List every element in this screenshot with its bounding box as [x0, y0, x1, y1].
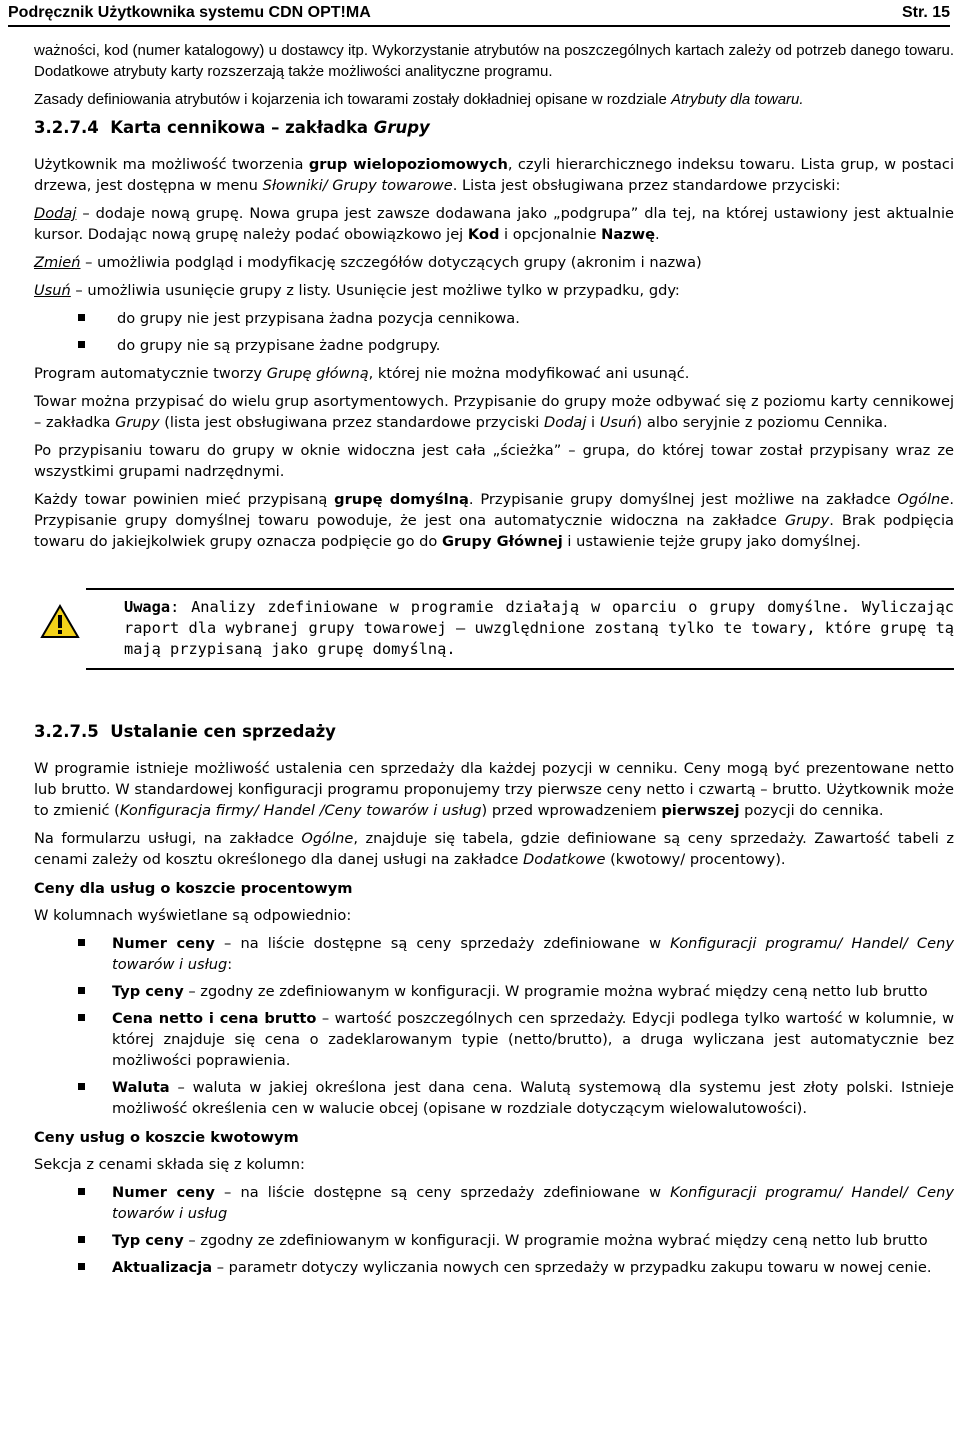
- warning-note: [86, 588, 954, 670]
- section-heading-grupy: 3.2.7.4 Karta cennikowa – zakładka Grupy: [34, 118, 430, 137]
- intro-paragraph: ważności, kod (numer katalogowy) u dostawcy itp. Wykorzystanie atrybutów na poszczególnych kartach zależy od potrzeb danego towaru. Dodatkowe atrybuty karty rozszerzają także możliwości analityczne programu.: [34, 42, 954, 80]
- list-item: Waluta – waluta w jakiej określona jest dana cena. Walutą systemową dla systemu jest złoty polski. Istnieje możliwość określenia cen w walucie obcej (opisane w rozdziale dotyczącym wielowalutowości).: [34, 1077, 954, 1119]
- paragraph: W kolumnach wyświetlane są odpowiednio:: [34, 907, 352, 924]
- page-content: [34, 40, 954, 1285]
- note-label: Uwaga: [124, 598, 171, 616]
- bullet-list: [34, 933, 954, 1119]
- list-item: do grupy nie są przypisane żadne podgrupy.: [34, 335, 954, 356]
- intro-paragraph: Zasady definiowania atrybutów i kojarzenia ich towarami zostały dokładniej opisane w rozdziale Atrybuty dla towaru.: [34, 91, 804, 108]
- warning-icon: [40, 604, 80, 640]
- list-item: Typ ceny – zgodny ze zdefiniowanym w konfiguracji. W programie można wybrać między ceną netto lub brutto: [34, 981, 954, 1002]
- bullet-list: [34, 308, 954, 356]
- paragraph: Towar można przypisać do wielu grup asortymentowych. Przypisanie do grupy może odbywać się z poziomu karty cennikowej – zakładka Grupy (lista jest obsługiwana przez standardowe przyciski Dodaj i Usuń) albo seryjnie z poziomu Cennika.: [34, 393, 954, 431]
- button-description-zmien: Zmień – umożliwia podgląd i modyfikację szczegółów dotyczących grupy (akronim i nazwa): [34, 254, 702, 271]
- page-header: [8, 0, 950, 27]
- note-text: : Analizy zdefiniowane w programie działają w oparciu o grupy domyślne. Wyliczając raport dla wybranej grupy towarowej – uwzględnione zostaną tylko te towary, które grupę tą mają przypisaną jako grupę domyślną.: [124, 598, 954, 658]
- paragraph: Każdy towar powinien mieć przypisaną grupę domyślną. Przypisanie grupy domyślnej jest możliwe na zakładce Ogólne. Przypisanie grupy domyślnej towaru powoduje, że jest ona automatycznie widoczna na zakładce Grupy. Brak podpięcia towaru do jakiejkolwiek grupy oznacza podpięcie go do Grupy Głównej i ustawienie tejże grupy jako domyślnej.: [34, 491, 954, 550]
- subheading: Ceny dla usług o koszcie procentowym: [34, 880, 353, 897]
- paragraph: Sekcja z cenami składa się z kolumn:: [34, 1156, 305, 1173]
- header-title: Podręcznik Użytkownika systemu CDN OPT!MA: [8, 4, 371, 21]
- list-item: Typ ceny – zgodny ze zdefiniowanym w konfiguracji. W programie można wybrać między ceną netto lub brutto: [34, 1230, 954, 1251]
- bullet-list: [34, 1182, 954, 1278]
- paragraph: Po przypisaniu towaru do grupy w oknie widoczna jest cała „ścieżka” – grupa, do której towar został przypisany wraz ze wszystkimi grupami nadrzędnymi.: [34, 442, 954, 480]
- list-item: Numer ceny – na liście dostępne są ceny sprzedaży zdefiniowane w Konfiguracji programu/ Handel/ Ceny towarów i usług:: [34, 933, 954, 975]
- paragraph: Program automatycznie tworzy Grupę główną, której nie można modyfikować ani usunąć.: [34, 365, 690, 382]
- page-number: Str. 15: [901, 4, 950, 21]
- paragraph: Użytkownik ma możliwość tworzenia grup wielopoziomowych, czyli hierarchicznego indeksu towaru. Lista grup, w postaci drzewa, jest dostępna w menu Słowniki/ Grupy towarowe. Lista jest obsługiwana przez standardowe przyciski:: [34, 156, 954, 194]
- paragraph: W programie istnieje możliwość ustalenia cen sprzedaży dla każdej pozycji w cenniku. Ceny mogą być prezentowane netto lub brutto. W standardowej konfiguracji programu proponujemy trzy pierwsze ceny netto i czwartą – brutto. Użytkownik może to zmienić (Konfiguracja firmy/ Handel /Ceny towarów i usług) przed wprowadzeniem pierwszej pozycji do cennika.: [34, 760, 954, 819]
- list-item: Numer ceny – na liście dostępne są ceny sprzedaży zdefiniowane w Konfiguracji programu/ Handel/ Ceny towarów i usług: [34, 1182, 954, 1224]
- list-item: do grupy nie jest przypisana żadna pozycja cennikowa.: [34, 308, 954, 329]
- subheading: Ceny usług o koszcie kwotowym: [34, 1129, 299, 1146]
- list-item: Cena netto i cena brutto – wartość poszczególnych cen sprzedaży. Edycji podlega tylko wartość w kolumnie, w której znajduje się cena o zadeklarowanym typie (netto/brutto), a druga wyliczana jest automatycznie bez możliwości poprawienia.: [34, 1008, 954, 1071]
- list-item: Aktualizacja – parametr dotyczy wyliczania nowych cen sprzedaży w przypadku zakupu towaru w nowej cenie.: [34, 1257, 954, 1278]
- button-description-usun: Usuń – umożliwia usunięcie grupy z listy. Usunięcie jest możliwe tylko w przypadku, gdy:: [34, 282, 680, 299]
- button-description-dodaj: Dodaj – dodaje nową grupę. Nowa grupa jest zawsze dodawana jako „podgrupa” dla tej, na której ustawiony jest aktualnie kursor. Dodając nową grupę należy podać obowiązkowo jej Kod i opcjonalnie Nazwę.: [34, 205, 954, 243]
- section-heading-ceny: 3.2.7.5 Ustalanie cen sprzedaży: [34, 722, 336, 741]
- paragraph: Na formularzu usługi, na zakładce Ogólne, znajduje się tabela, gdzie definiowane są ceny sprzedaży. Zawartość tabeli z cenami zależy od kosztu określonego dla danej usługi na zakładce Dodatkowe (kwotowy/ procentowy).: [34, 830, 955, 868]
